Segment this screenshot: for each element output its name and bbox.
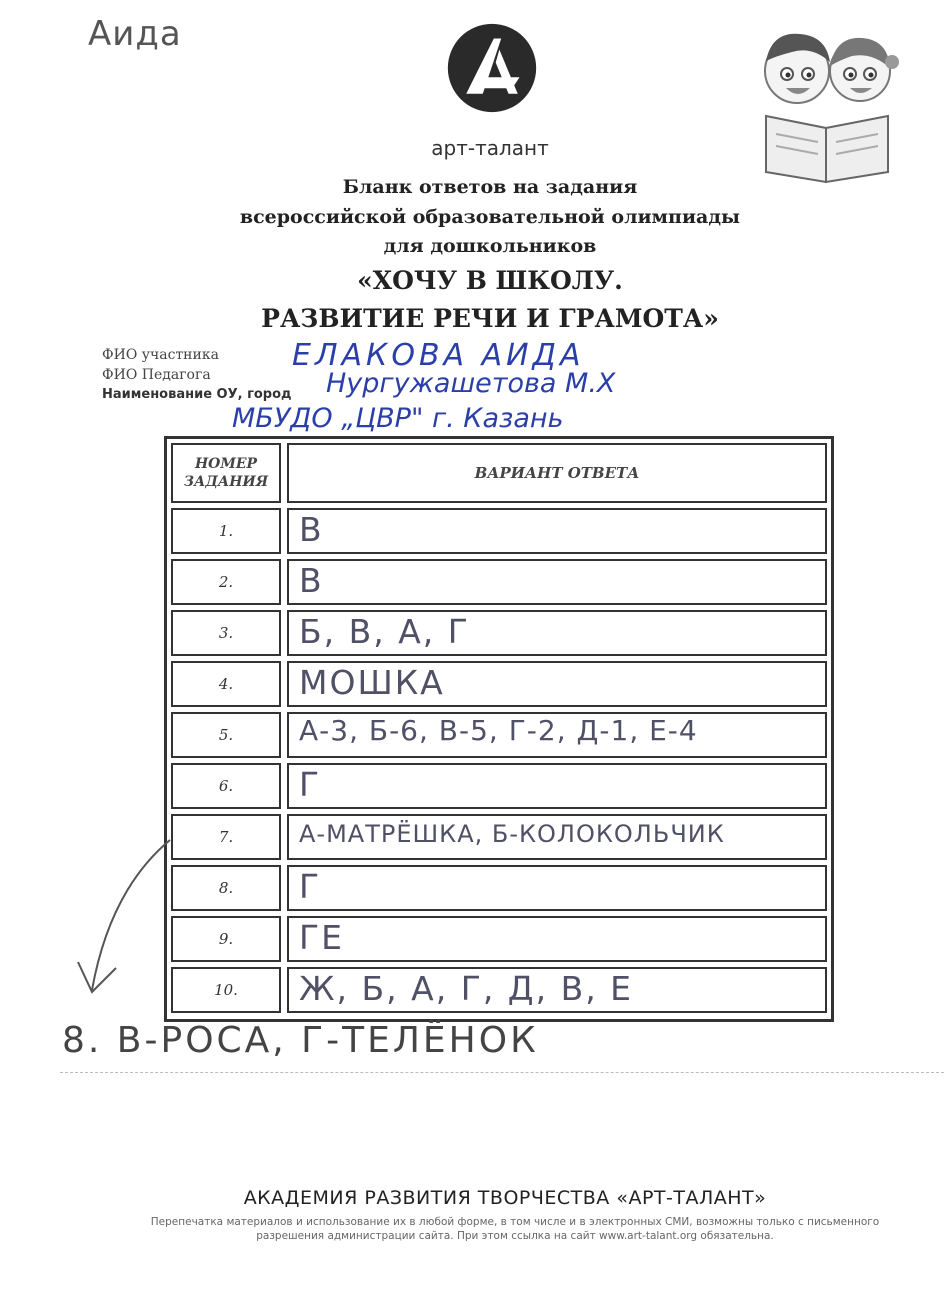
task-number: 1. — [171, 508, 281, 554]
task-number: 8. — [171, 865, 281, 911]
task-number: 9. — [171, 916, 281, 962]
kids-reading-illustration — [752, 16, 902, 184]
table-row — [171, 916, 827, 962]
art-talant-logo — [446, 22, 538, 114]
olympiad-name-line-2: РАЗВИТИЕ РЕЧИ И ГРАМОТА» — [261, 304, 719, 333]
table-row — [171, 814, 827, 860]
answer-text: ГЕ — [299, 918, 344, 957]
answer-text: Г — [299, 765, 322, 804]
participant-label: ФИО участника — [102, 347, 219, 363]
answer-text: МОШКА — [299, 663, 445, 702]
brand-name: арт-талант — [431, 136, 549, 160]
task-number-header: НОМЕР ЗАДАНИЯ — [171, 443, 281, 503]
task-number: 7. — [171, 814, 281, 860]
olympiad-name-line-1: «ХОЧУ В ШКОЛУ. — [357, 266, 623, 295]
teacher-label: ФИО Педагога — [102, 367, 211, 383]
task-number: 5. — [171, 712, 281, 758]
form-title-line-3: для дошкольников — [383, 235, 597, 257]
answer-variant-header: ВАРИАНТ ОТВЕТА — [287, 443, 827, 503]
table-row — [171, 661, 827, 707]
handwritten-arrow-icon — [70, 830, 180, 1010]
table-row — [171, 865, 827, 911]
table-row — [171, 610, 827, 656]
school-label: Наименование ОУ, город — [102, 387, 292, 402]
task-number: 3. — [171, 610, 281, 656]
table-row — [171, 712, 827, 758]
answer-text: Г — [299, 867, 322, 906]
answer-text: Ж, Б, А, Г, Д, В, Е — [299, 969, 634, 1008]
participant-value: ЕЛАКОВА АИДА — [292, 338, 585, 373]
footer-copyright-note: Перепечатка материалов и использование их в любой форме, в том числе и в электронных СМИ, возможны только с письменного разрешения администрации сайта. При этом ссылка на сайт www.art-talant.org обязательна. — [150, 1216, 880, 1242]
corner-handwritten-name: Аида — [88, 14, 182, 54]
teacher-value: Нургужашетова М.Х — [326, 368, 616, 399]
extra-answer-divider — [60, 1072, 944, 1073]
form-title-line-2: всероссийской образовательной олимпиады — [239, 206, 741, 228]
school-value: МБУДО „ЦВР" г. Казань — [232, 403, 564, 434]
task-number: 6. — [171, 763, 281, 809]
task-number: 2. — [171, 559, 281, 605]
table-row — [171, 763, 827, 809]
answer-text: В — [299, 510, 324, 549]
footer-title: АКАДЕМИЯ РАЗВИТИЯ ТВОРЧЕСТВА «АРТ-ТАЛАНТ» — [243, 1187, 767, 1209]
answer-text: А-3, Б-6, В-5, Г-2, Д-1, Е-4 — [299, 714, 698, 747]
table-row — [171, 967, 827, 1013]
form-title-line-1: Бланк ответов на задания — [342, 176, 638, 198]
table-row — [171, 508, 827, 554]
table-row — [171, 559, 827, 605]
task-number: 4. — [171, 661, 281, 707]
task-number: 10. — [171, 967, 281, 1013]
answer-text: А-МАТРЁШКА, Б-КОЛОКОЛЬЧИК — [299, 820, 725, 848]
answer-text: Б, В, А, Г — [299, 612, 470, 651]
extra-answer-task-8: 8. В-РОСА, Г-ТЕЛЁНОК — [62, 1020, 539, 1061]
answer-text: В — [299, 561, 324, 600]
answer-table — [164, 436, 834, 1022]
table-header-row — [171, 443, 827, 503]
